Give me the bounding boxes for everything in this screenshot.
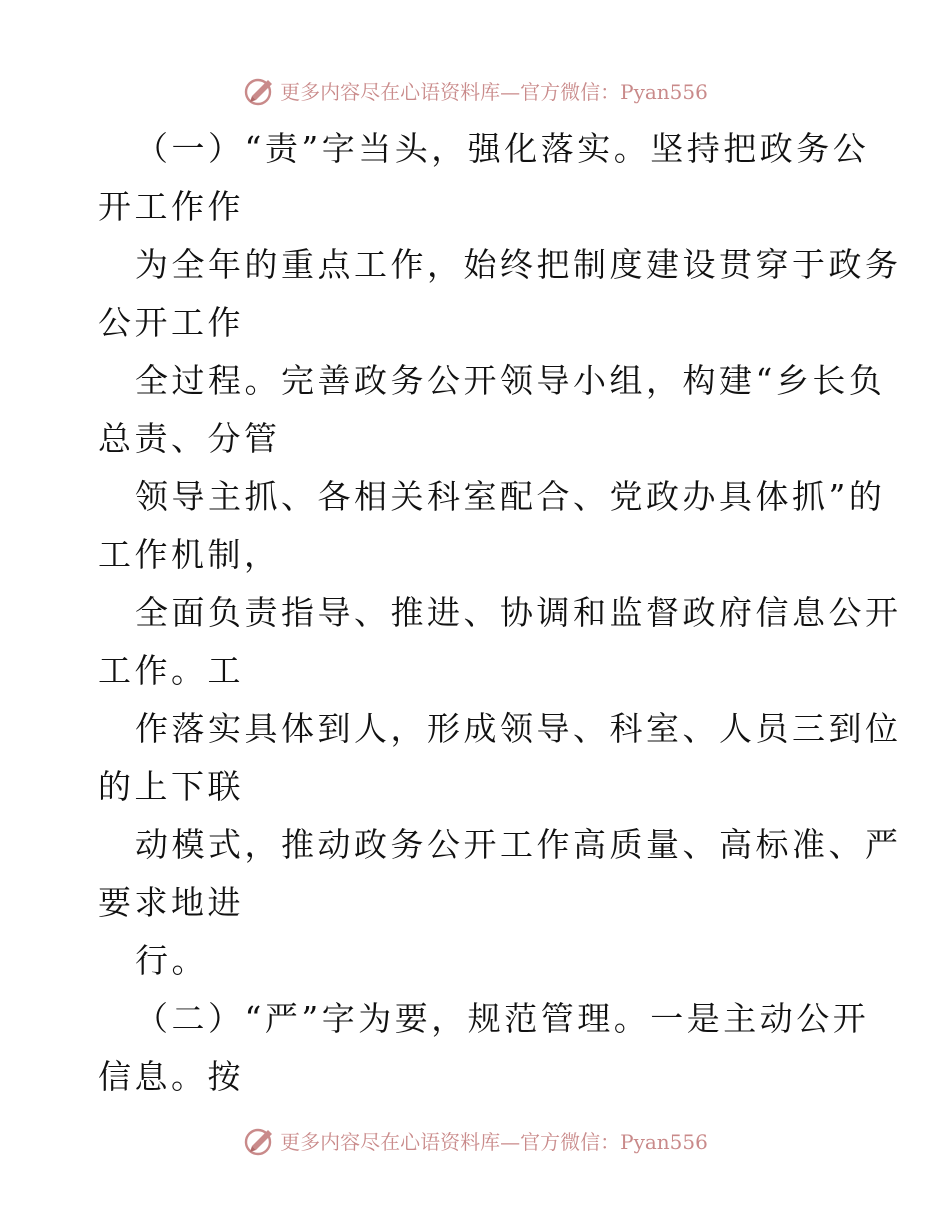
text-line: 开工作作: [98, 187, 244, 226]
footer-watermark: [0, 1120, 950, 1160]
text-line: 领导主抓、各相关科室配合、党政办具体抓”的: [135, 477, 886, 516]
text-line: （二）“严”字为要，规范管理。一是主动公开: [135, 999, 870, 1038]
text-line: 作落实具体到人，形成领导、科室、人员三到位: [135, 709, 902, 748]
text-line: 全面负责指导、推进、协调和监督政府信息公开: [135, 593, 902, 632]
text-line: 要求地进: [98, 883, 244, 922]
text-line: 公开工作: [98, 303, 244, 342]
text-line: 工作。工: [98, 651, 244, 690]
text-line: 总责、分管: [98, 419, 281, 458]
text-line: 工作机制，: [98, 535, 281, 574]
watermark-text: 更多内容尽在心语资料库—官方微信：Pyan556: [280, 1129, 708, 1154]
text-line: 全过程。完善政务公开领导小组，构建“乡长负: [135, 361, 886, 400]
text-line: 动模式，推动政务公开工作高质量、高标准、严: [135, 825, 902, 864]
header-watermark: [0, 70, 950, 110]
watermark-text: 更多内容尽在心语资料库—官方微信：Pyan556: [280, 79, 708, 104]
text-line: （一）“责”字当头，强化落实。坚持把政务公: [135, 129, 870, 168]
document-body: [98, 120, 902, 1106]
pen-logo-icon: [242, 72, 278, 108]
text-line: 信息。按: [98, 1057, 244, 1096]
text-line: 的上下联: [98, 767, 244, 806]
text-line: 为全年的重点工作，始终把制度建设贯穿于政务: [135, 245, 902, 284]
pen-logo-icon: [242, 1122, 278, 1158]
text-line: 行。: [135, 941, 208, 980]
